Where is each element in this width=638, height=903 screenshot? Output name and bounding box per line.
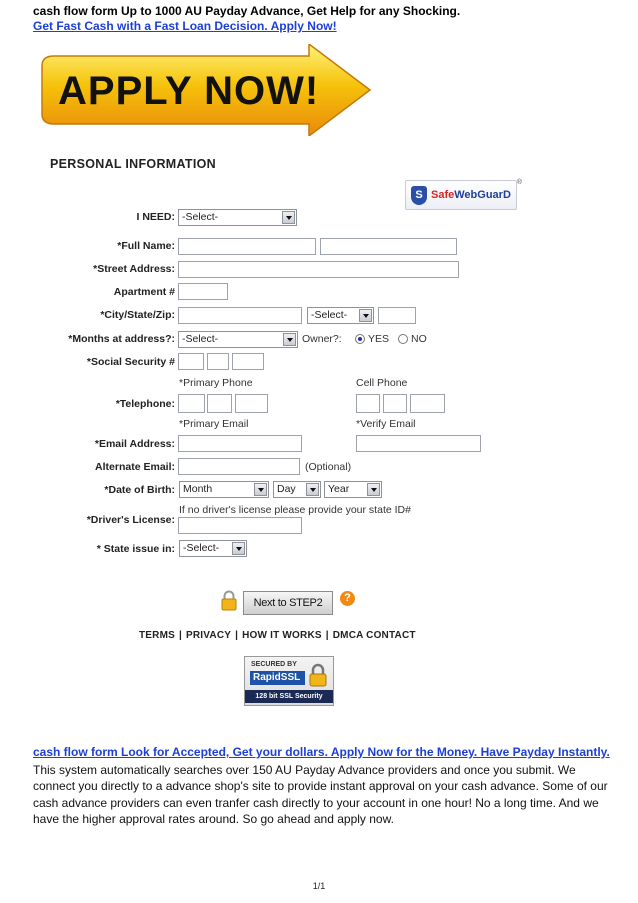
- chevron-down-icon: [306, 483, 319, 496]
- verify-email-input[interactable]: [356, 435, 481, 452]
- chevron-down-icon: [359, 309, 372, 322]
- apartment-label: Apartment #: [113, 286, 175, 298]
- street-input[interactable]: [178, 261, 459, 278]
- owner-no-radio[interactable]: [398, 334, 408, 344]
- optional-hint: (Optional): [305, 461, 352, 473]
- street-label: *Street Address:: [93, 263, 175, 275]
- ssn-label: *Social Security #: [86, 356, 175, 368]
- privacy-link[interactable]: PRIVACY: [186, 630, 232, 641]
- ssl-strength: 128 bit SSL Security: [245, 690, 333, 703]
- footer-separator: |: [325, 630, 329, 641]
- dob-year-select[interactable]: Year: [324, 481, 382, 498]
- primary-email-label: *Primary Email: [179, 418, 249, 430]
- state-issue-label: * State issue in:: [96, 543, 175, 555]
- help-icon[interactable]: ?: [340, 591, 355, 606]
- safewebguard-badge: [405, 179, 522, 210]
- chevron-down-icon: [254, 483, 267, 496]
- city-input[interactable]: [178, 307, 302, 324]
- chevron-down-icon: [283, 333, 296, 346]
- dob-label: *Date of Birth:: [104, 484, 175, 496]
- months-label: *Months at address?:: [68, 333, 175, 345]
- need-label: I NEED:: [136, 211, 175, 223]
- chevron-down-icon: [282, 211, 295, 224]
- mid-apply-link[interactable]: cash flow form Look for Accepted, Get your dollars. Apply Now for the Money. Have Payday Instantly.: [33, 745, 610, 759]
- ssl-brand: RapidSSL: [250, 671, 305, 685]
- page-number: 1/1: [312, 881, 326, 891]
- city-state-zip-label: *City/State/Zip:: [100, 309, 175, 321]
- ssl-padlock-icon: [308, 663, 328, 687]
- cell-phone-line-input[interactable]: [410, 394, 445, 413]
- ssn-part1-input[interactable]: [178, 353, 204, 370]
- license-input[interactable]: [178, 517, 302, 534]
- zip-input[interactable]: [378, 307, 416, 324]
- ssl-secured-by: SECURED BY: [251, 661, 297, 668]
- rapidssl-badge: [244, 656, 334, 706]
- email-input[interactable]: [178, 435, 302, 452]
- dmca-contact-link[interactable]: DMCA CONTACT: [332, 630, 416, 641]
- apply-banner-text: APPLY NOW!: [58, 69, 320, 113]
- dob-month-select[interactable]: Month: [179, 481, 269, 498]
- first-name-input[interactable]: [178, 238, 316, 255]
- page-title: cash flow form Up to 1000 AU Payday Advance, Get Help for any Shocking.: [33, 4, 461, 18]
- last-name-input[interactable]: [320, 238, 457, 255]
- email-label: *Email Address:: [94, 438, 175, 450]
- ssn-part2-input[interactable]: [207, 353, 229, 370]
- full-name-label: *Full Name:: [117, 240, 175, 252]
- next-step-button[interactable]: Next to STEP2: [243, 591, 333, 615]
- cell-phone-prefix-input[interactable]: [383, 394, 407, 413]
- months-select[interactable]: -Select-: [178, 331, 298, 348]
- verify-email-label: *Verify Email: [356, 418, 416, 430]
- chevron-down-icon: [232, 542, 245, 555]
- chevron-down-icon: [367, 483, 380, 496]
- primary-phone-line-input[interactable]: [235, 394, 268, 413]
- dob-day-select[interactable]: Day: [273, 481, 321, 498]
- license-note: If no driver's license please provide your state ID#: [179, 504, 411, 516]
- license-label: *Driver's License:: [86, 514, 175, 526]
- owner-label: Owner?:: [302, 333, 342, 345]
- cell-phone-label: Cell Phone: [356, 377, 408, 389]
- footer-separator: |: [235, 630, 239, 641]
- ssn-part3-input[interactable]: [232, 353, 264, 370]
- apartment-input[interactable]: [178, 283, 228, 300]
- registered-mark: ®: [516, 179, 522, 186]
- padlock-icon: [221, 590, 237, 611]
- cell-phone-area-input[interactable]: [356, 394, 380, 413]
- section-heading: PERSONAL INFORMATION: [50, 157, 216, 171]
- shield-icon: S: [411, 186, 427, 205]
- primary-phone-area-input[interactable]: [178, 394, 205, 413]
- owner-yes-label: YES: [368, 333, 390, 345]
- need-select[interactable]: -Select-: [178, 209, 297, 226]
- owner-yes-radio[interactable]: [355, 334, 365, 344]
- alt-email-label: Alternate Email:: [95, 461, 175, 473]
- state-issue-select[interactable]: -Select-: [179, 540, 247, 557]
- footer-separator: |: [179, 630, 182, 641]
- how-it-works-link[interactable]: HOW IT WORKS: [242, 630, 322, 641]
- primary-phone-label: *Primary Phone: [179, 377, 253, 389]
- body-paragraph: This system automatically searches over 150 AU Payday Advance providers and once you submit. We connect you directly to a advance shop's site to provide instant approval on your cash advance. Some of our cash advance providers can even tranfer cash directly to your account in one hour! No a long time. And we have the higher approval rates around. So go ahead and apply now.: [33, 763, 608, 826]
- owner-no-label: NO: [411, 333, 427, 345]
- alt-email-input[interactable]: [178, 458, 300, 475]
- safewebguard-text: SafeWebGuarD: [431, 189, 511, 201]
- terms-link[interactable]: TERMS: [139, 630, 175, 641]
- telephone-label: *Telephone:: [115, 398, 175, 410]
- primary-phone-prefix-input[interactable]: [207, 394, 232, 413]
- state-select[interactable]: -Select-: [307, 307, 374, 324]
- footer-links: [137, 630, 418, 641]
- top-apply-link[interactable]: Get Fast Cash with a Fast Loan Decision. Apply Now!: [33, 19, 337, 33]
